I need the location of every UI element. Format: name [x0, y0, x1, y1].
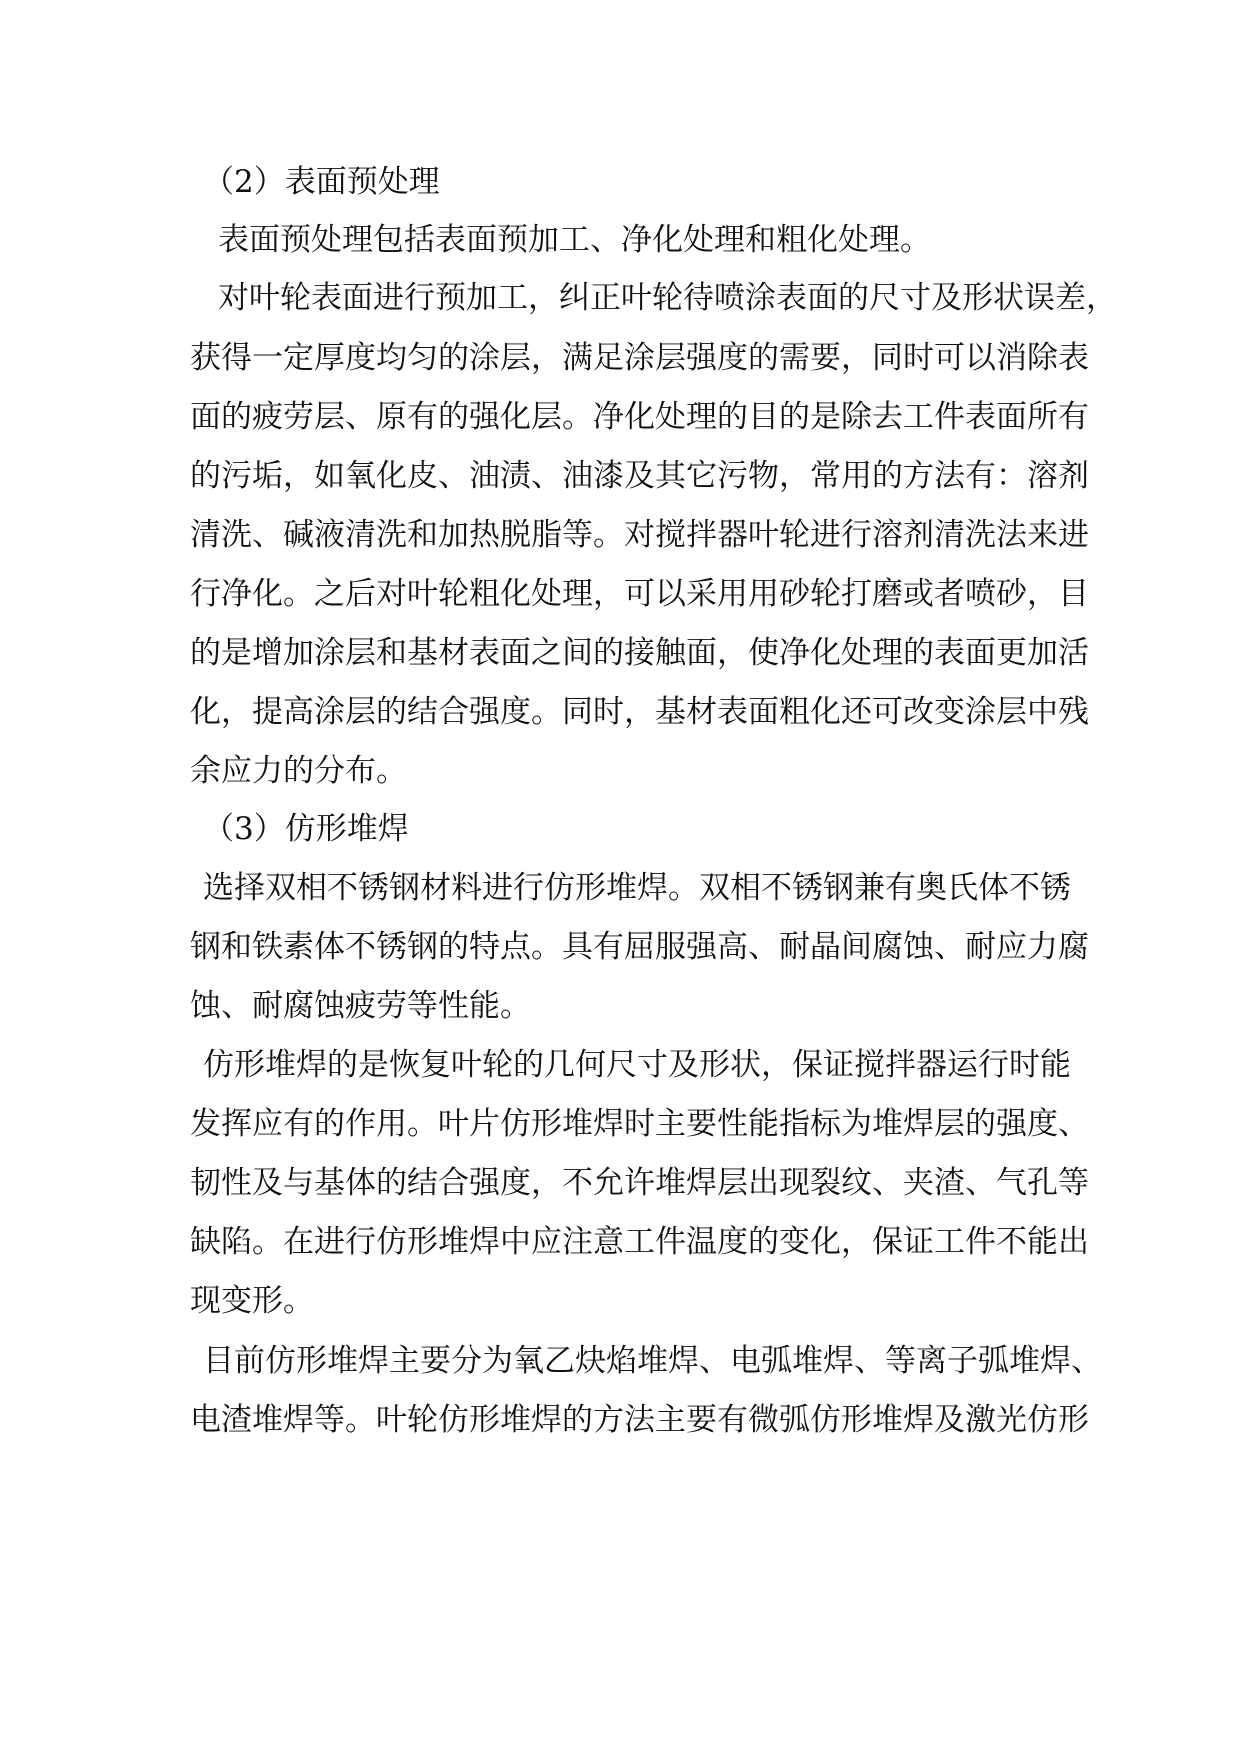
paragraph-line: 电渣堆焊等。叶轮仿形堆焊的方法主要有微弧仿形堆焊及激光仿形 — [190, 1402, 1089, 1438]
paragraph-line: 韧性及与基体的结合强度，不允许堆焊层出现裂纹、夹渣、气孔等 — [190, 1165, 1089, 1201]
paragraph-line: 钢和铁素体不锈钢的特点。具有屈服强高、耐晶间腐蚀、耐应力腐 — [190, 929, 1089, 965]
paragraph-line: 化，提高涂层的结合强度。同时，基材表面粗化还可改变涂层中残 — [190, 694, 1089, 730]
paragraph-line: 发挥应有的作用。叶片仿形堆焊时主要性能指标为堆焊层的强度、 — [190, 1106, 1089, 1142]
paragraph-line: 行净化。之后对叶轮粗化处理，可以采用用砂轮打磨或者喷砂，目 — [190, 576, 1089, 612]
paragraph-line: 面的疲劳层、原有的强化层。净化处理的目的是除去工件表面所有 — [190, 399, 1089, 435]
paragraph-line: 清洗、碱液清洗和加热脱脂等。对搅拌器叶轮进行溶剂清洗法来进 — [190, 517, 1089, 553]
paragraph-line: 对叶轮表面进行预加工，纠正叶轮待喷涂表面的尺寸及形状误差， — [218, 280, 1117, 316]
paragraph-line: 现变形。 — [190, 1283, 314, 1319]
paragraph-line: 蚀、耐腐蚀疲劳等性能。 — [190, 988, 531, 1024]
paragraph-line: 目前仿形堆焊主要分为氧乙炔焰堆焊、电弧堆焊、等离子弧堆焊、 — [203, 1343, 1102, 1379]
section-heading-profile-surfacing: （3）仿形堆焊 — [203, 811, 409, 847]
paragraph-line: 选择双相不锈钢材料进行仿形堆焊。双相不锈钢兼有奥氏体不锈 — [203, 870, 1071, 906]
paragraph-line: 的污垢，如氧化皮、油渍、油漆及其它污物，常用的方法有：溶剂 — [190, 458, 1089, 494]
section-heading-surface-pretreatment: （2）表面预处理 — [203, 164, 440, 200]
paragraph-line: 缺陷。在进行仿形堆焊中应注意工件温度的变化，保证工件不能出 — [190, 1224, 1089, 1260]
paragraph-line: 表面预处理包括表面预加工、净化处理和粗化处理。 — [218, 222, 931, 258]
paragraph-line: 余应力的分布。 — [190, 753, 407, 789]
paragraph-line: 的是增加涂层和基材表面之间的接触面，使净化处理的表面更加活 — [190, 635, 1089, 671]
paragraph-line: 获得一定厚度均匀的涂层，满足涂层强度的需要，同时可以消除表 — [190, 340, 1089, 376]
paragraph-line: 仿形堆焊的是恢复叶轮的几何尺寸及形状，保证搅拌器运行时能 — [203, 1047, 1071, 1083]
